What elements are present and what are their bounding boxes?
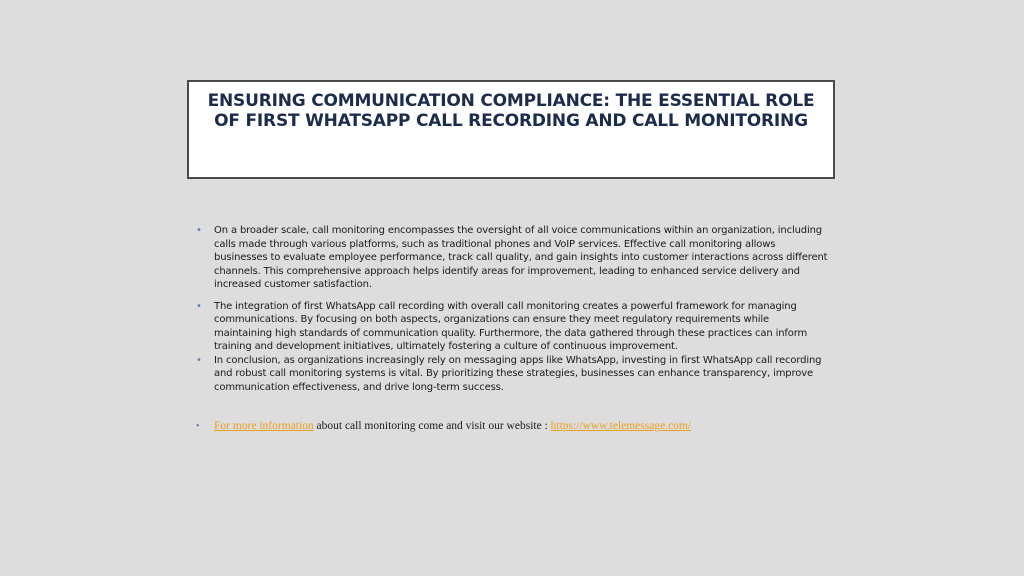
title-box: [187, 80, 835, 179]
info-text: about call monitoring come and visit our website :: [313, 420, 551, 432]
paragraph-text: On a broader scale, call monitoring encompasses the oversight of all voice communications within an organization, including calls made through various platforms, such as traditional phones and VoIP services. Effective call monitoring allows businesses to evaluate employee performance, track call quality, and gain insights into customer interactions across different channels. This comprehensive approach helps identify areas for improvement, leading to enhanced service delivery and increased customer satisfaction.: [214, 225, 828, 290]
bullet-icon: •: [196, 300, 202, 312]
bullet-list: [196, 224, 828, 434]
paragraph-text: In conclusion, as organizations increasingly rely on messaging apps like WhatsApp, investing in first WhatsApp call recording and robust call monitoring systems is vital. By prioritizing these strategies, businesses can enhance transparency, improve communication effectiveness, and drive long-term success.: [214, 354, 822, 393]
more-information-link[interactable]: For more information: [214, 420, 314, 432]
bullet-icon: •: [196, 225, 202, 236]
list-item: [196, 300, 828, 354]
list-item: [196, 224, 828, 292]
paragraph-text: The integration of first WhatsApp call recording with overall call monitoring creates a powerful framework for managing communications. By focusing on both aspects, organizations can ensure they meet regulatory requirements while maintaining high standards of communication quality. Furthermore, the data gathered through these practices can inform training and development initiatives, ultimately fostering a culture of continuous improvement.: [214, 300, 808, 352]
slide-title: ENSURING COMMUNICATION COMPLIANCE: THE ESSENTIAL ROLE OF FIRST WHATSAPP CALL RECORDING AND CALL MONITORING: [207, 91, 815, 131]
website-link[interactable]: https://www.telemessage.com/: [550, 420, 692, 432]
bullet-icon: •: [196, 354, 202, 366]
bullet-icon: •: [196, 421, 200, 432]
list-item: [196, 420, 828, 434]
list-item: [196, 354, 828, 395]
